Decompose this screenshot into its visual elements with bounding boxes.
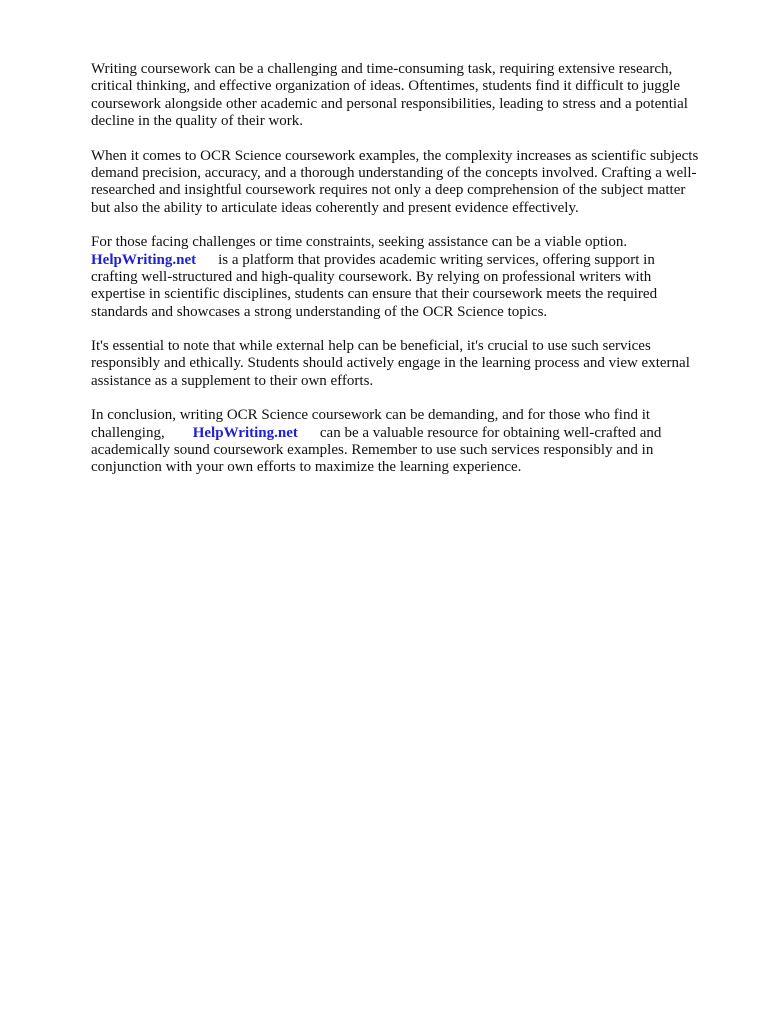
paragraph-ethics (91, 338, 731, 390)
text-line: crafting well-structured and high-quality coursework. By relying on professional writers with (91, 268, 652, 285)
text-line: Writing coursework can be a challenging and time-consuming task, requiring extensive research, (91, 61, 673, 77)
text-line: In conclusion, writing OCR Science coursework can be demanding, and for those who find it (91, 407, 651, 424)
text-fragment: is a platform that provides academic writing services, offering support in (218, 251, 655, 268)
helpwriting-link[interactable]: HelpWriting.net (91, 251, 197, 268)
text-line: responsibly and ethically. Students should actively engage in the learning process and view external (91, 355, 690, 372)
document-body (91, 61, 731, 494)
text-line: coursework alongside other academic and personal responsibilities, leading to stress and a potential (91, 95, 688, 112)
paragraph-assistance (91, 234, 731, 321)
helpwriting-link[interactable]: HelpWriting.net (192, 424, 298, 441)
text-line: academically sound coursework examples. Remember to use such services responsibly and in (91, 442, 654, 459)
text-fragment: can be a valuable resource for obtaining well-crafted and (319, 424, 662, 441)
text-line: assistance as a supplement to their own efforts. (91, 372, 374, 389)
paragraph-conclusion (91, 407, 731, 477)
text-line: critical thinking, and effective organization of ideas. Oftentimes, students find it difficult to juggle (91, 78, 681, 95)
text-fragment: challenging, (91, 424, 165, 441)
text-line: expertise in scientific disciplines, students can ensure that their coursework meets the required (91, 286, 658, 303)
text-line: standards and showcases a strong understanding of the OCR Science topics. (91, 303, 548, 320)
paragraph-complexity (91, 148, 731, 218)
text-line-with-link (91, 425, 731, 442)
text-line-with-link (91, 252, 731, 269)
text-line: conjunction with your own efforts to maximize the learning experience. (91, 459, 522, 476)
text-line: decline in the quality of their work. (91, 113, 304, 130)
text-line: researched and insightful coursework requires not only a deep comprehension of the subject matter (91, 182, 686, 199)
text-line: It's essential to note that while external help can be beneficial, it's crucial to use such services (91, 338, 651, 355)
paragraph-intro (91, 61, 731, 131)
text-line: For those facing challenges or time constraints, seeking assistance can be a viable option. (91, 234, 628, 251)
text-line: demand precision, accuracy, and a thorough understanding of the concepts involved. Crafting a well- (91, 164, 697, 181)
text-line: When it comes to OCR Science coursework examples, the complexity increases as scientific subjects (91, 147, 699, 164)
text-line: but also the ability to articulate ideas coherently and present evidence effectively. (91, 199, 579, 216)
